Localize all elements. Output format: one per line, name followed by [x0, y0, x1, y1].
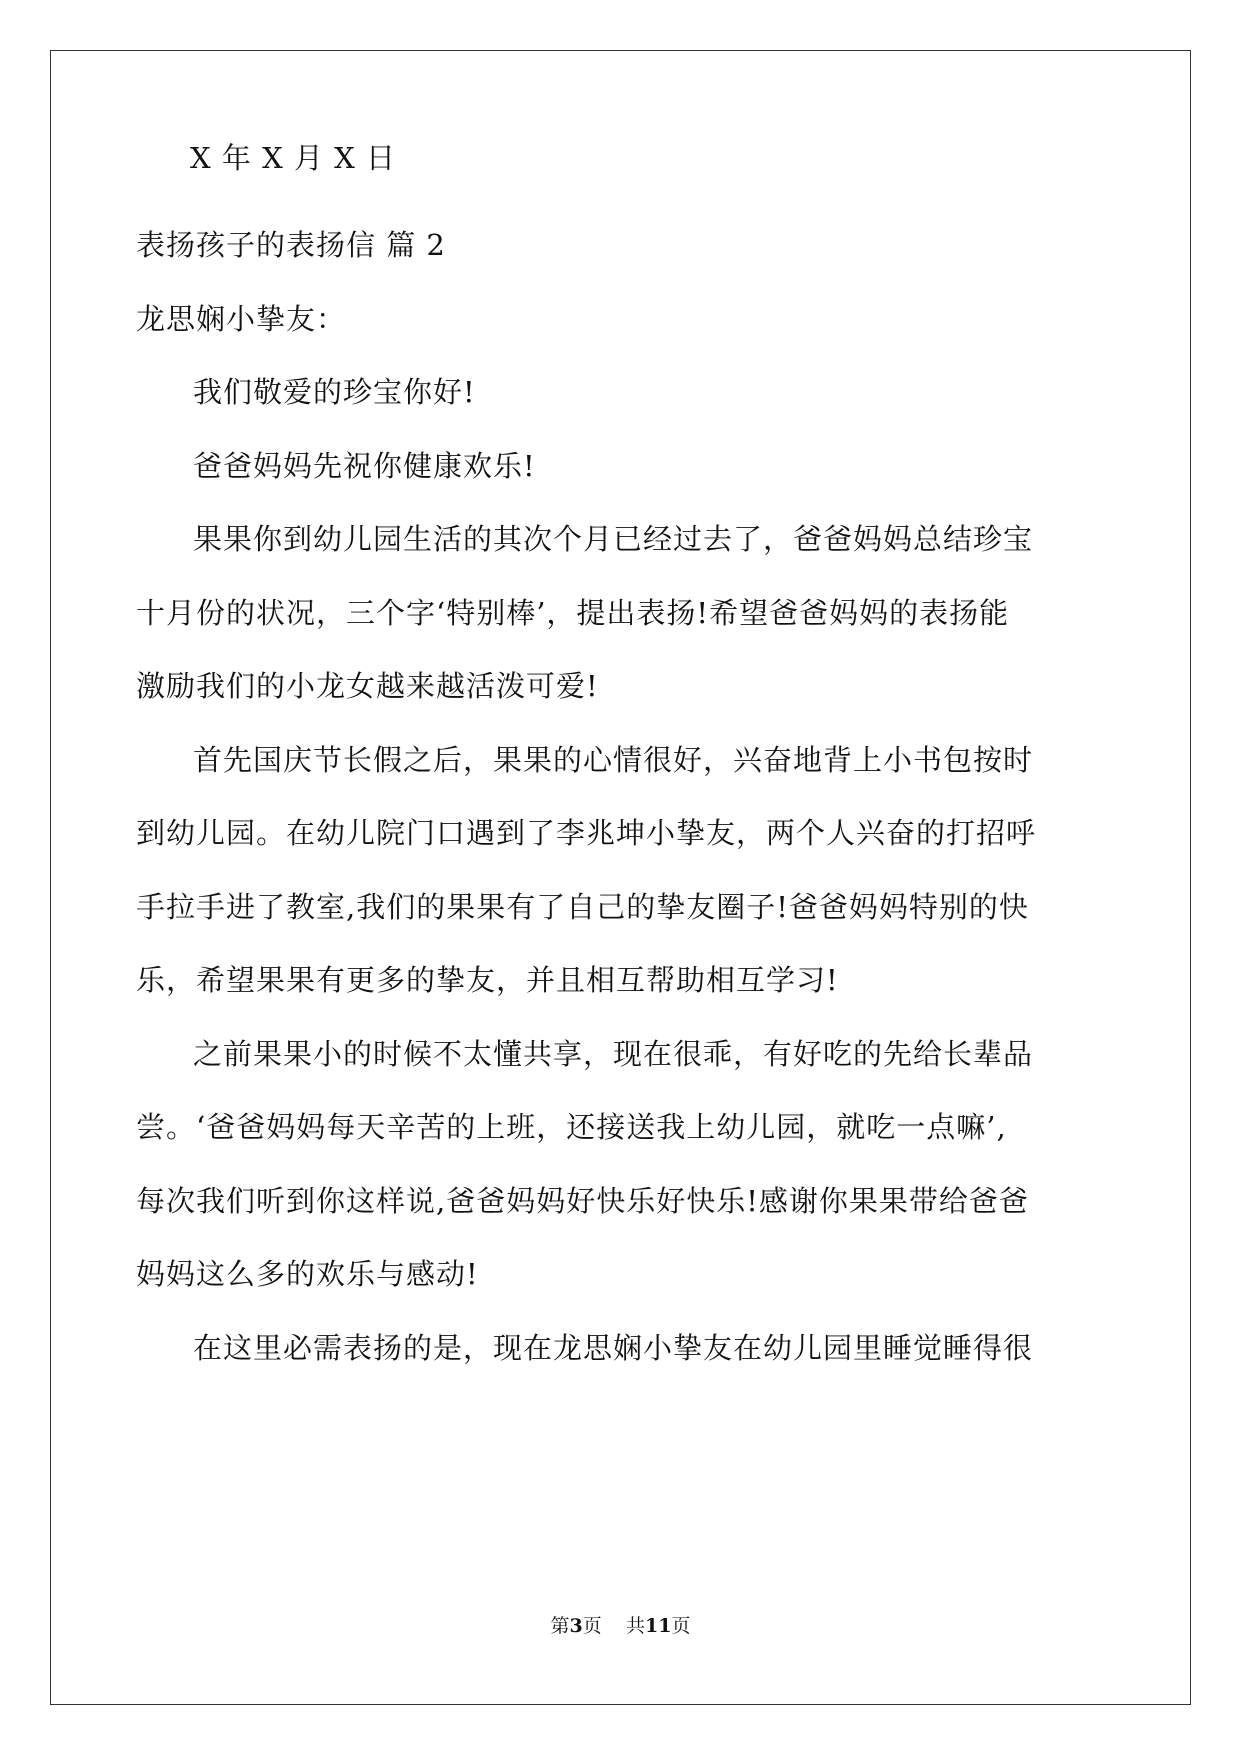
- paragraph-line: 每次我们听到你这样说,爸爸妈妈好快乐好快乐!感谢你果果带给爸爸: [136, 1184, 1029, 1218]
- paragraph-line: 激励我们的小龙女越来越活泼可爱!: [136, 669, 599, 703]
- footer-page-suffix: 页: [582, 1615, 602, 1637]
- footer-page-prefix: 第: [550, 1615, 570, 1637]
- footer-total-pages: 11: [644, 1615, 672, 1637]
- paragraph-line: 首先国庆节长假之后，果果的心情很好，兴奋地背上小书包按时: [193, 743, 1034, 777]
- footer-page-number: 3: [569, 1615, 583, 1637]
- paragraph-line: 果果你到幼儿园生活的其次个月已经过去了，爸爸妈妈总结珍宝: [193, 522, 1034, 556]
- paragraph-line: 手拉手进了教室,我们的果果有了自己的挚友圈子!爸爸妈妈特别的快: [136, 890, 1029, 924]
- page-footer: [0, 1614, 1241, 1638]
- footer-total-suffix: 页: [671, 1615, 691, 1637]
- paragraph-line: 乐，希望果果有更多的挚友，并且相互帮助相互学习!: [136, 963, 839, 997]
- date-line: X 年 X 月 X 日: [190, 141, 397, 175]
- paragraph-line: 尝。‘爸爸妈妈每天辛苦的上班，还接送我上幼儿园，就吃一点嘛’,: [136, 1110, 1007, 1144]
- salutation: 龙思娴小挚友：: [136, 302, 347, 336]
- footer-total-prefix: 共: [625, 1615, 645, 1637]
- paragraph-line: 妈妈这么多的欢乐与感动!: [136, 1257, 479, 1291]
- paragraph-line: 十月份的状况，三个字‘特别棒’，提出表扬!希望爸爸妈妈的表扬能: [136, 596, 1010, 630]
- section-title: 表扬孩子的表扬信 篇 2: [136, 228, 446, 262]
- paragraph-line: 我们敬爱的珍宝你好!: [193, 375, 476, 409]
- paragraph-line: 在这里必需表扬的是，现在龙思娴小挚友在幼儿园里睡觉睡得很: [193, 1331, 1034, 1365]
- paragraph-line: 到幼儿园。在幼儿院门口遇到了李兆坤小挚友，两个人兴奋的打招呼: [136, 816, 1037, 850]
- paragraph-line: 爸爸妈妈先祝你健康欢乐!: [193, 449, 536, 483]
- paragraph-line: 之前果果小的时候不太懂共享，现在很乖，有好吃的先给长辈品: [193, 1037, 1034, 1071]
